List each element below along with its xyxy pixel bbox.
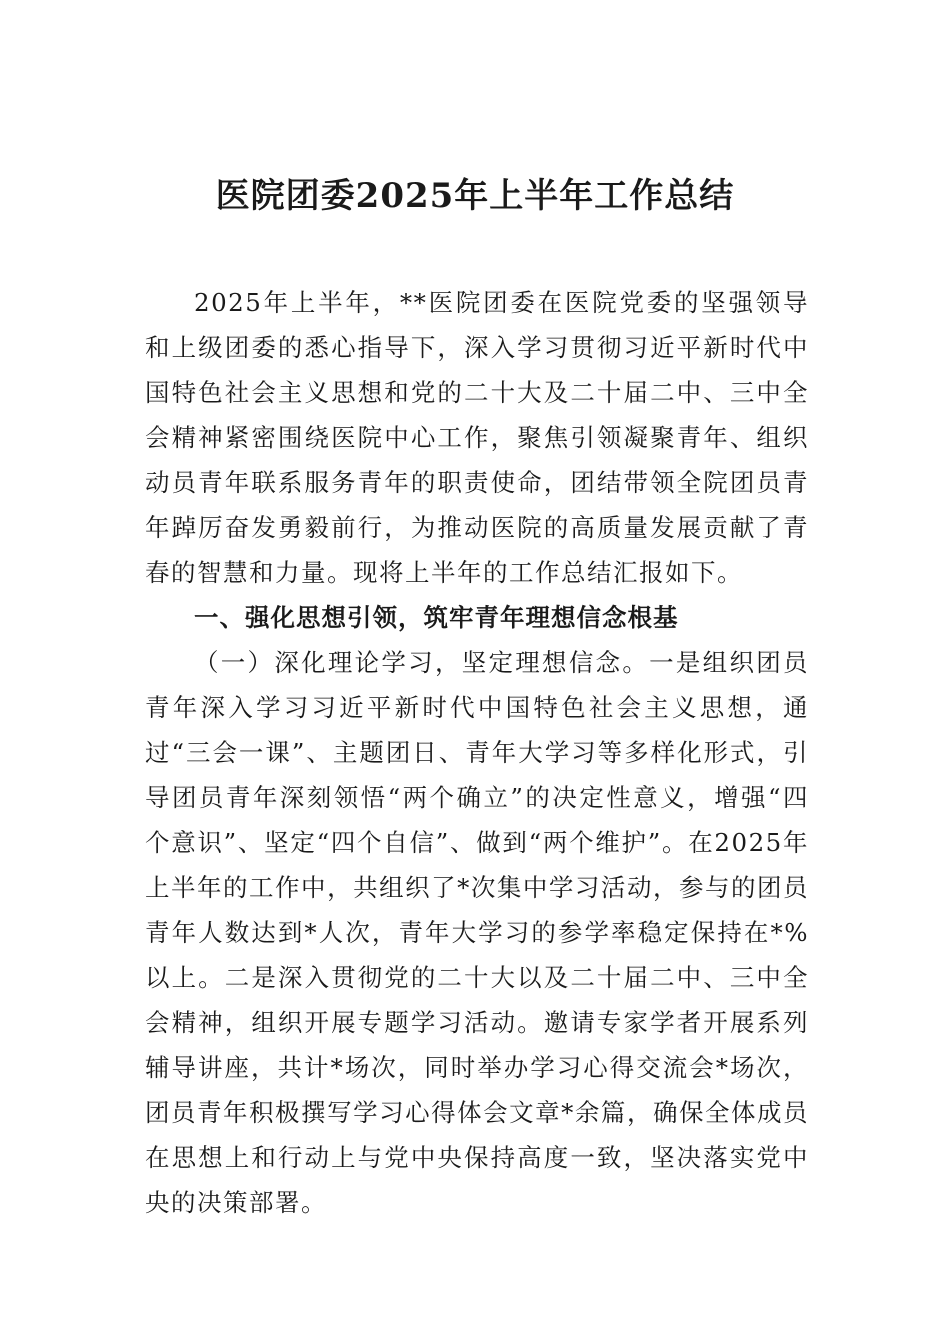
- subsection-1-body: 一是组织团员青年深入学习习近平新时代中国特色社会主义思想，通过“三会一课”、主题团日、青年大学习等多样化形式，引导团员青年深刻领悟“两个确立”的决定性意义，增强“四个意识”、坚定“四个自信”、做到“两个维护”。在2025年上半年的工作中，共组织了*次集中学习活动，参与的团员青年人数达到*人次，青年大学习的参学率稳定保持在*%以上。二是深入贯彻党的二十大以及二十届二中、三中全会精神，组织开展专题学习活动。邀请专家学者开展系列辅导讲座，共计*场次，同时举办学习心得交流会*场次，团员青年积极撰写学习心得体会文章*余篇，确保全体成员在思想上和行动上与党中央保持高度一致，坚决落实党中央的决策部署。: [145, 648, 810, 1217]
- subsection-1-paragraph: [145, 640, 809, 1225]
- subsection-1-heading: （一）深化理论学习，坚定理想信念。: [194, 648, 650, 677]
- intro-paragraph: 2025年上半年，**医院团委在医院党委的坚强领导和上级团委的悉心指导下，深入学习贯彻习近平新时代中国特色社会主义思想和党的二十大及二十届二中、三中全会精神紧密围绕医院中心工作，聚焦引领凝聚青年、组织动员青年联系服务青年的职责使命，团结带领全院团员青年踔厉奋发勇毅前行，为推动医院的高质量发展贡献了青春的智慧和力量。现将上半年的工作总结汇报如下。: [145, 288, 809, 587]
- document-body: [145, 280, 809, 1225]
- section-1-heading: 一、强化思想引领，筑牢青年理想信念根基: [194, 603, 679, 632]
- document-title: 医院团委2025年上半年工作总结: [215, 176, 735, 216]
